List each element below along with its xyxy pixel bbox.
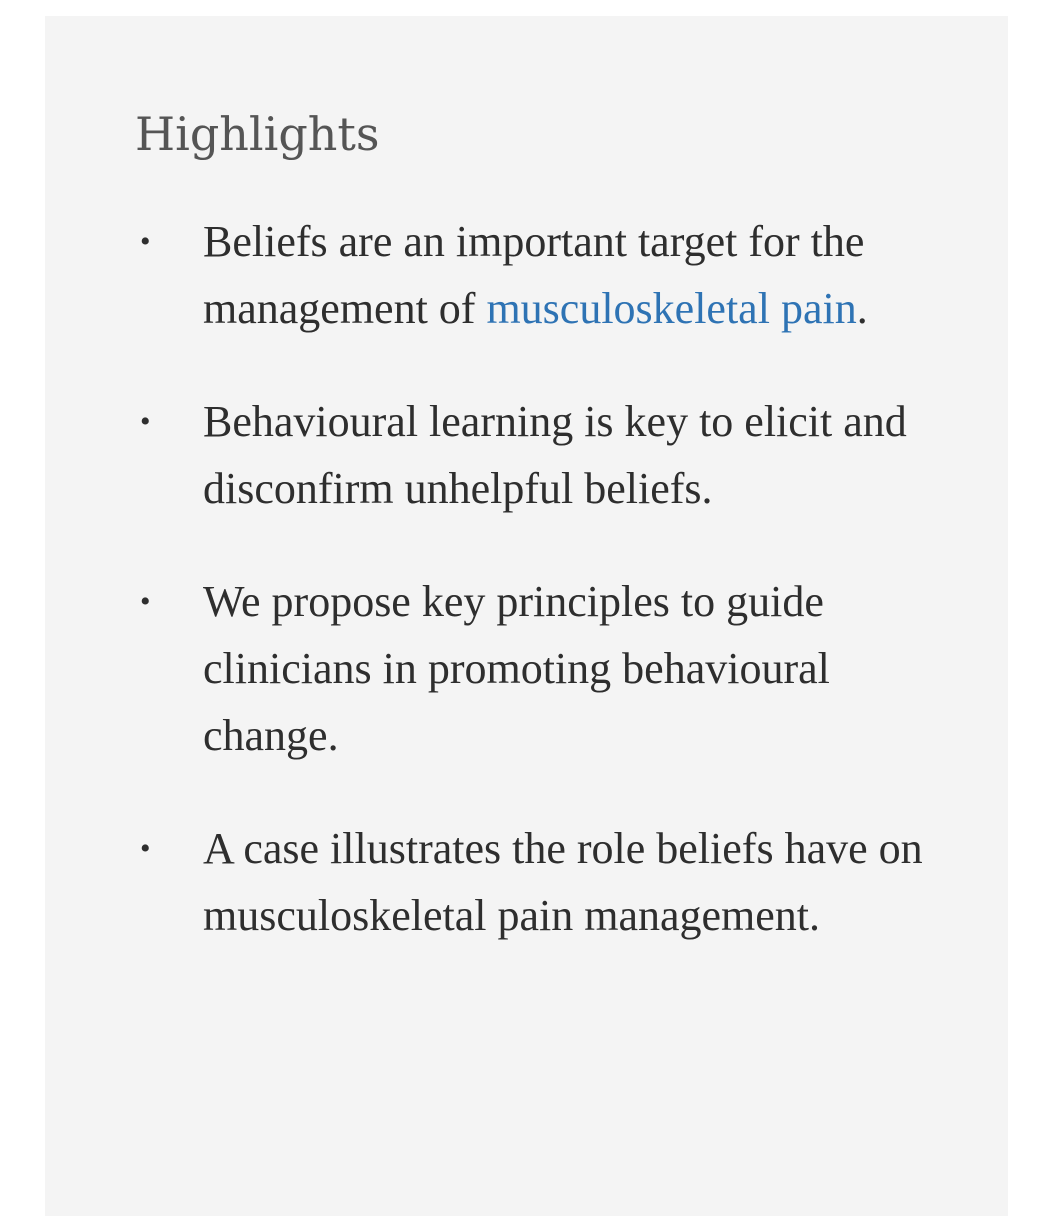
bullet-icon: • (140, 585, 151, 618)
highlight-item (45, 568, 1008, 769)
highlight-text-end: . (856, 284, 868, 333)
highlights-heading: Highlights (135, 107, 380, 161)
highlight-item (45, 815, 1008, 949)
bullet-icon: • (140, 405, 151, 438)
bullet-icon: • (140, 832, 151, 865)
highlights-list (45, 208, 1008, 995)
highlight-text: We propose key principles to guide clinicians in promoting behavioural change. (203, 577, 830, 760)
bullet-icon: • (140, 225, 151, 258)
highlight-text: Behavioural learning is key to elicit and disconfirm unhelpful beliefs. (203, 397, 907, 513)
highlight-item (45, 388, 1008, 522)
highlight-item (45, 208, 1008, 342)
highlight-text: Beliefs are an important target for the management of (203, 217, 865, 333)
highlight-text: A case illustrates the role beliefs have on musculoskeletal pain management. (203, 824, 923, 940)
musculoskeletal-pain-link[interactable]: musculoskeletal pain (486, 284, 857, 333)
highlights-panel (45, 16, 1008, 1216)
